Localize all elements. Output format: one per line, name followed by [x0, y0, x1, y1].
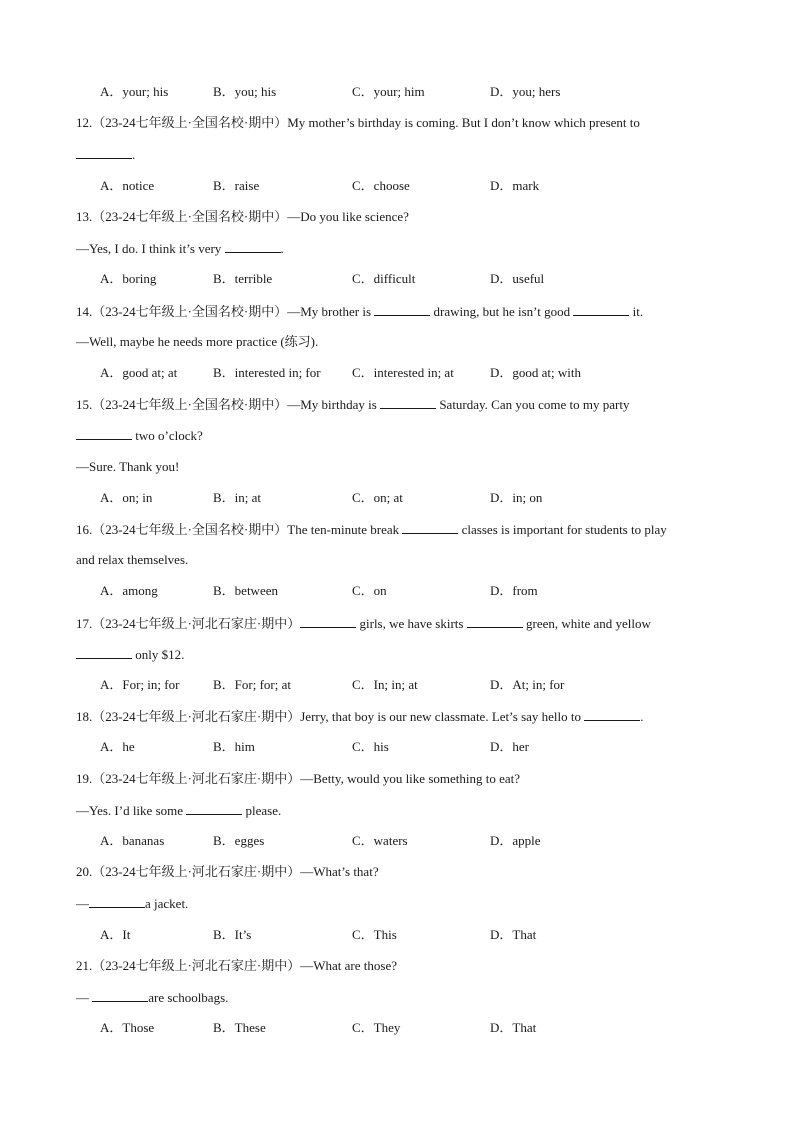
q20-stem — [76, 864, 379, 880]
q21-stem-cont — [76, 989, 228, 1006]
option-d: D．At; in; for — [490, 677, 565, 692]
question-source: 19.（23-24七年级上·河北石家庄·期中） — [76, 771, 301, 786]
question-source: 21.（23-24七年级上·河北石家庄·期中） — [76, 958, 301, 973]
q19-stem-cont — [76, 802, 281, 819]
option-a: A．among — [100, 583, 158, 598]
q16-stem-cont — [76, 552, 188, 568]
option-d: D．mark — [490, 178, 540, 193]
option-c: C．They — [352, 1020, 401, 1035]
question-text: a jacket. — [145, 896, 189, 911]
option-a: A．bananas — [100, 833, 165, 848]
option-d: D．That — [490, 927, 537, 942]
question-text: —What’s that? — [300, 864, 379, 879]
answer-blank[interactable] — [225, 240, 281, 253]
q15-reply — [76, 459, 179, 475]
option-d: D．from — [490, 583, 538, 598]
option-b: B．For; for; at — [213, 677, 291, 692]
option-a: A．boring — [100, 271, 157, 286]
option-d: D．useful — [490, 271, 545, 286]
option-a: A．on; in — [100, 490, 153, 505]
q12-stem — [76, 115, 640, 131]
option-c: C．This — [352, 927, 397, 942]
q15-stem-cont — [76, 427, 203, 444]
q17-stem-cont — [76, 646, 184, 663]
option-c: C．your; him — [352, 84, 425, 99]
answer-blank[interactable] — [573, 303, 629, 316]
question-text: please. — [242, 803, 282, 818]
question-text: —My brother is — [287, 304, 375, 319]
option-d: D．good at; with — [490, 365, 581, 380]
q15-stem — [76, 396, 629, 413]
option-b: B．you; his — [213, 84, 277, 99]
question-text: two o’clock? — [132, 428, 203, 443]
question-text: green, white and yellow — [522, 616, 651, 631]
q18-stem — [76, 708, 644, 725]
q16-stem — [76, 521, 667, 538]
option-b: B．raise — [213, 178, 260, 193]
question-text: —Betty, would you like something to eat? — [300, 771, 521, 786]
question-text: Saturday. Can you come to my party — [436, 397, 630, 412]
question-source: 20.（23-24七年级上·河北石家庄·期中） — [76, 864, 301, 879]
answer-blank[interactable] — [467, 615, 523, 628]
answer-blank[interactable] — [186, 802, 242, 815]
question-source: 16.（23-24七年级上·全国名校·期中） — [76, 522, 288, 537]
option-b: B．him — [213, 739, 255, 754]
option-d: D．apple — [490, 833, 541, 848]
question-source: 12.（23-24七年级上·全国名校·期中） — [76, 115, 288, 130]
question-text: —Sure. Thank you! — [76, 459, 180, 474]
option-d: D．That — [490, 1020, 537, 1035]
question-text: it. — [629, 304, 644, 319]
question-text: only $12. — [132, 647, 185, 662]
option-b: B．interested in; for — [213, 365, 321, 380]
question-text: Jerry, that boy is our new classmate. Let’s say hello to — [300, 709, 585, 724]
question-text: classes is important for students to play — [458, 522, 667, 537]
question-text: and relax themselves. — [76, 552, 189, 567]
answer-blank[interactable] — [76, 146, 132, 159]
question-source: 18.（23-24七年级上·河北石家庄·期中） — [76, 709, 301, 724]
answer-blank[interactable] — [76, 646, 132, 659]
question-text: —Well, maybe he needs more practice (练习). — [76, 334, 319, 349]
question-text: — — [76, 990, 93, 1005]
question-text: . — [640, 709, 644, 724]
option-c: C．difficult — [352, 271, 416, 286]
question-text: are schoolbags. — [148, 990, 229, 1005]
option-b: B．These — [213, 1020, 266, 1035]
option-c: C．interested in; at — [352, 365, 454, 380]
q14-stem — [76, 303, 643, 320]
question-text: —Yes, I do. I think it’s very — [76, 241, 225, 256]
answer-blank[interactable] — [380, 396, 436, 409]
q13-stem — [76, 209, 409, 225]
answer-blank[interactable] — [92, 989, 148, 1002]
q14-stem-cont — [76, 334, 318, 350]
question-text: —What are those? — [300, 958, 397, 973]
option-a: A．he — [100, 739, 135, 754]
option-d: D．her — [490, 739, 529, 754]
question-source: 17.（23-24七年级上·河北石家庄·期中） — [76, 616, 301, 631]
q19-stem — [76, 771, 520, 787]
option-a: A．notice — [100, 178, 155, 193]
answer-blank[interactable] — [89, 895, 145, 908]
option-c: C．on; at — [352, 490, 403, 505]
question-text: —Do you like science? — [287, 209, 409, 224]
option-c: C．choose — [352, 178, 410, 193]
option-b: B．between — [213, 583, 278, 598]
q12-stem-cont — [76, 146, 135, 163]
question-text: . — [132, 147, 136, 162]
question-source: 13.（23-24七年级上·全国名校·期中） — [76, 209, 288, 224]
option-b: B．It’s — [213, 927, 252, 942]
option-a: A．It — [100, 927, 131, 942]
question-text: drawing, but he isn’t good — [430, 304, 574, 319]
question-text: —Yes. I’d like some — [76, 803, 187, 818]
answer-blank[interactable] — [300, 615, 356, 628]
option-d: D．in; on — [490, 490, 543, 505]
question-text: My mother’s birthday is coming. But I don’t know which present to — [287, 115, 640, 130]
answer-blank[interactable] — [76, 427, 132, 440]
answer-blank[interactable] — [374, 303, 430, 316]
q17-stem — [76, 615, 651, 632]
q21-stem — [76, 958, 397, 974]
q13-stem-cont — [76, 240, 284, 257]
option-d: D．you; hers — [490, 84, 561, 99]
option-c: C．his — [352, 739, 389, 754]
question-text: girls, we have skirts — [356, 616, 467, 631]
option-c: C．waters — [352, 833, 408, 848]
option-b: B．terrible — [213, 271, 273, 286]
option-a: A．For; in; for — [100, 677, 180, 692]
option-b: B．egges — [213, 833, 265, 848]
answer-blank[interactable] — [402, 521, 458, 534]
question-source: 14.（23-24七年级上·全国名校·期中） — [76, 304, 288, 319]
option-a: A．your; his — [100, 84, 169, 99]
option-a: A．good at; at — [100, 365, 178, 380]
answer-blank[interactable] — [584, 708, 640, 721]
question-text: — — [76, 896, 89, 911]
option-b: B．in; at — [213, 490, 262, 505]
question-text: . — [280, 241, 284, 256]
question-source: 15.（23-24七年级上·全国名校·期中） — [76, 397, 288, 412]
option-c: C．on — [352, 583, 387, 598]
option-a: A．Those — [100, 1020, 155, 1035]
question-text: The ten-minute break — [287, 522, 403, 537]
option-c: C．In; in; at — [352, 677, 418, 692]
q20-stem-cont — [76, 895, 188, 912]
question-text: —My birthday is — [287, 397, 381, 412]
